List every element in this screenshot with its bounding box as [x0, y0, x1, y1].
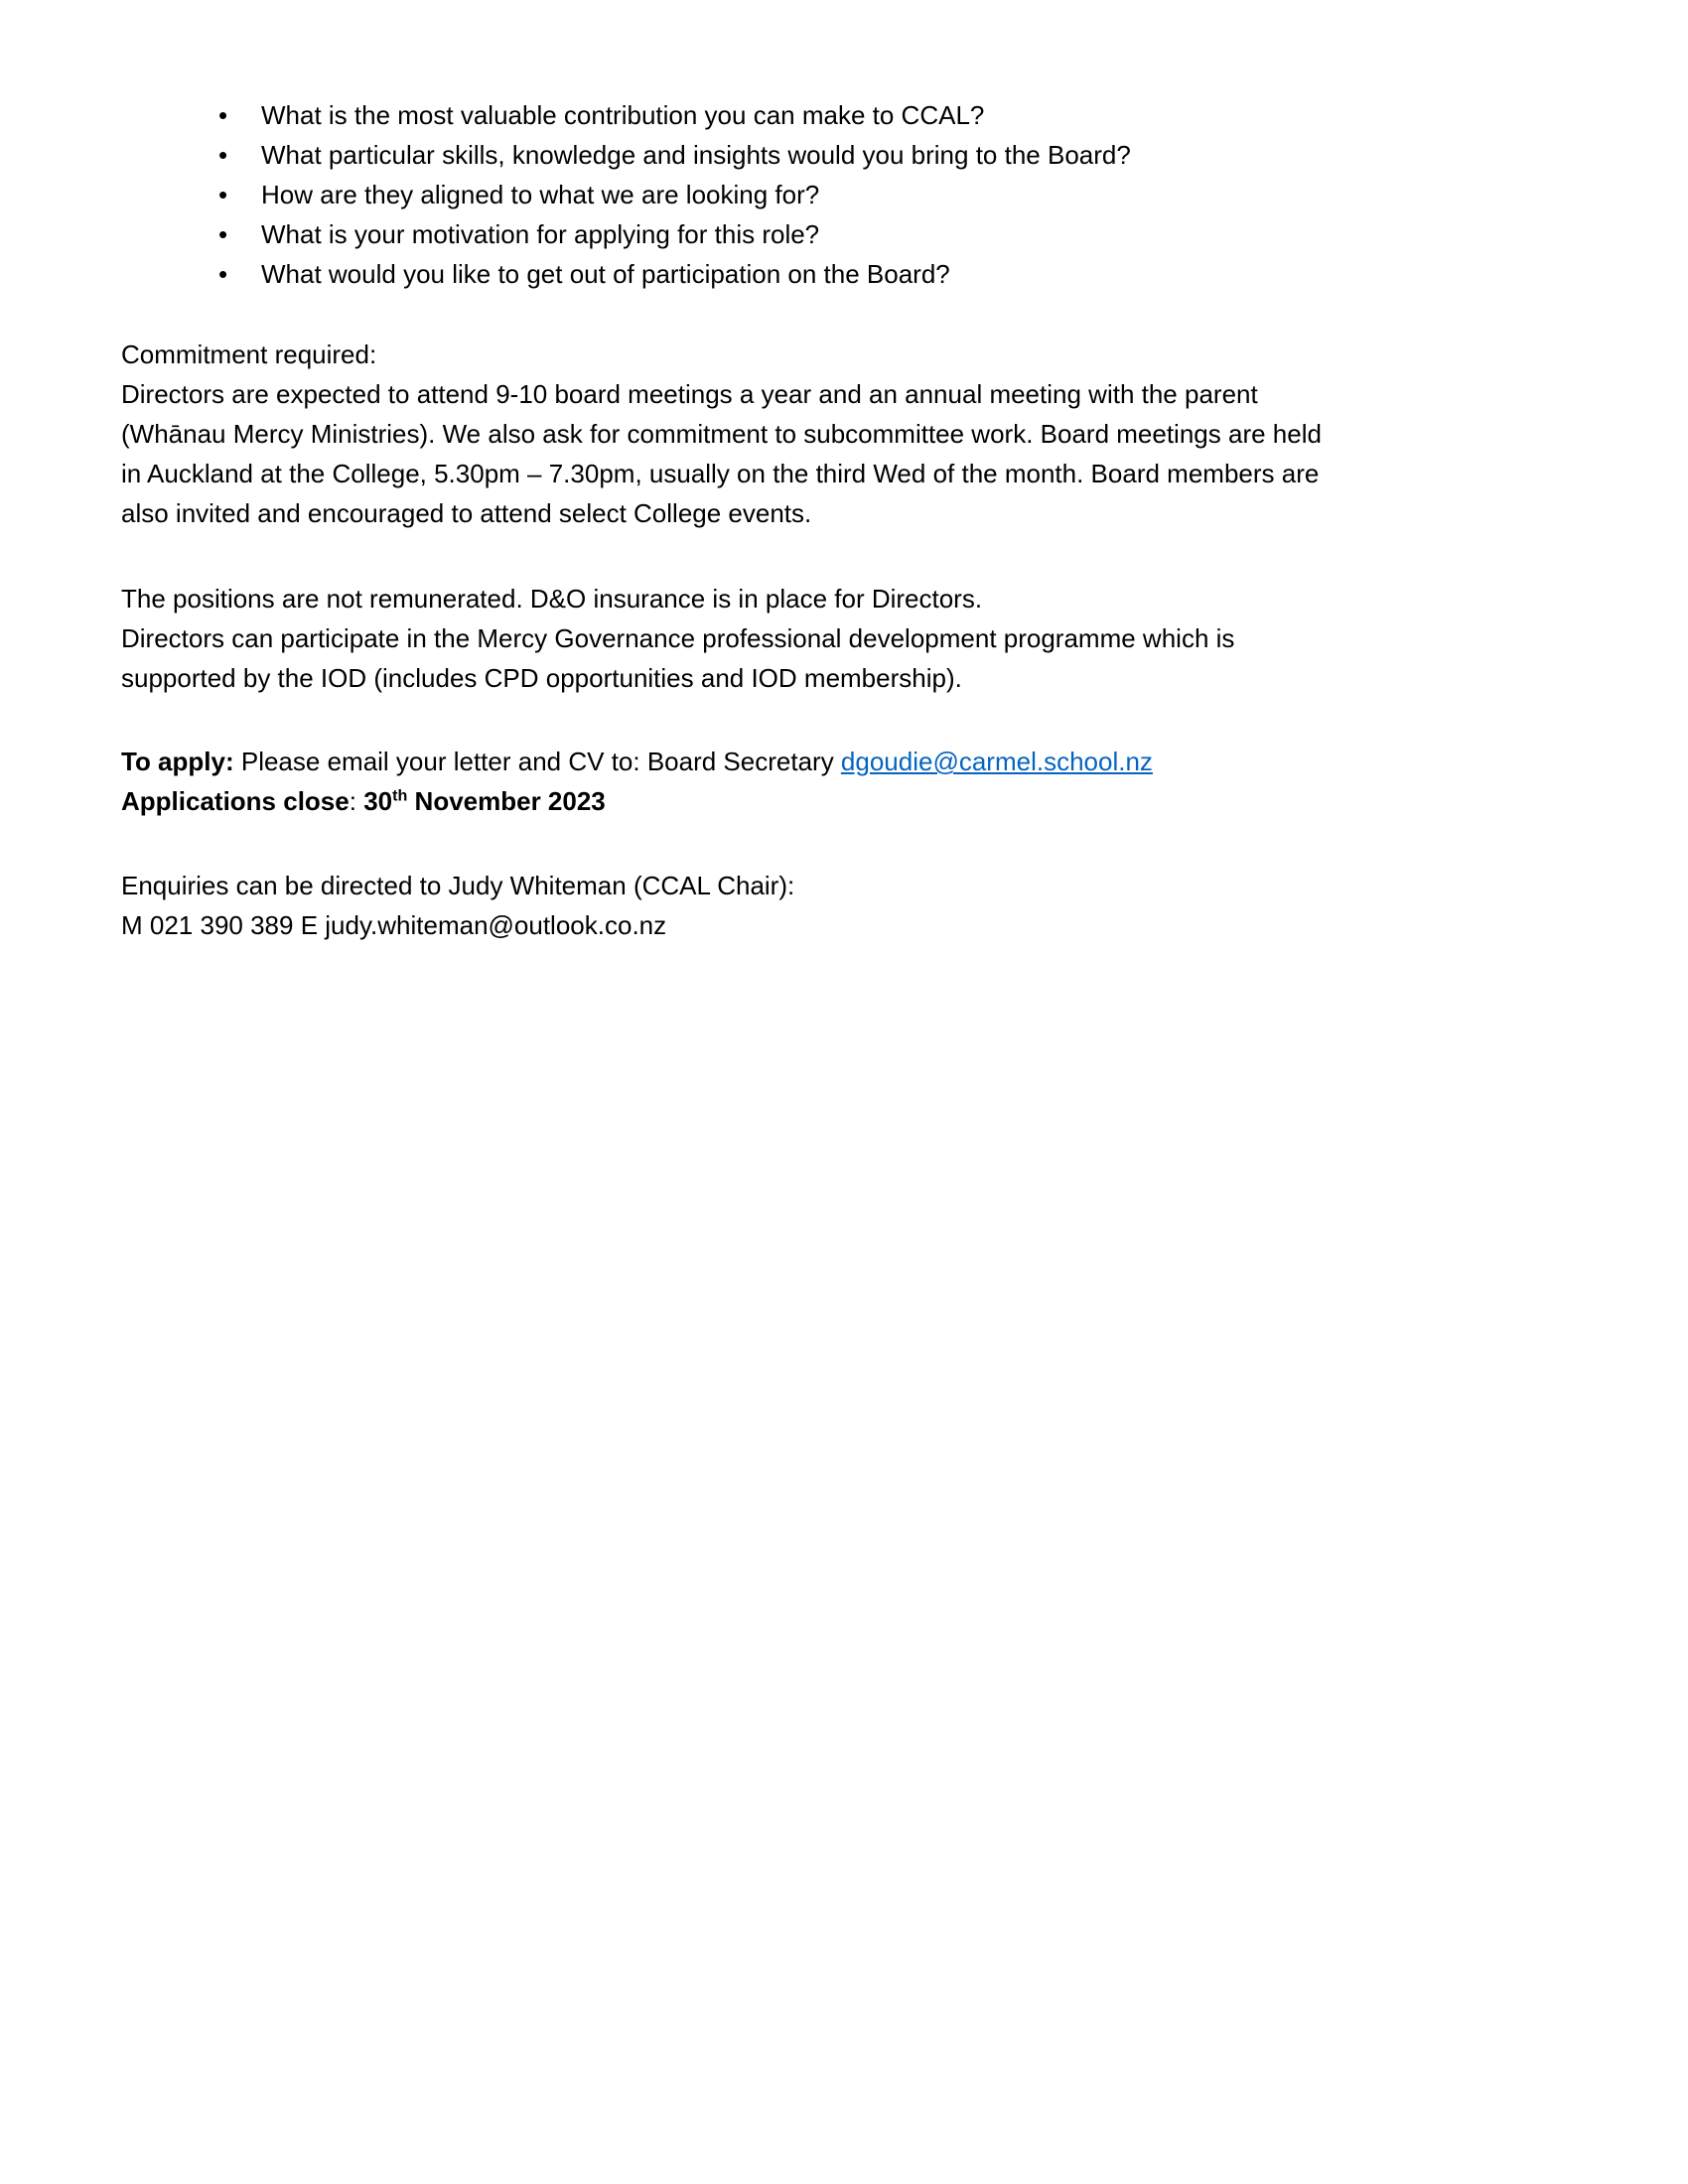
list-item: [218, 135, 1322, 175]
bullet-icon: •: [218, 259, 228, 289]
bullet-icon: •: [218, 100, 228, 130]
list-item: [218, 254, 1322, 294]
applications-close-label: Applications close: [121, 786, 350, 816]
bullet-icon: •: [218, 180, 228, 209]
list-item: [218, 214, 1322, 254]
bullet-item-text: What would you like to get out of participation on the Board?: [261, 259, 950, 289]
question-bullet-list: [121, 95, 1322, 294]
commitment-heading: Commitment required:: [121, 340, 377, 369]
remuneration-section: [121, 579, 1322, 698]
apply-section: [121, 742, 1322, 821]
bullet-item-text: What is the most valuable contribution you can make to CCAL?: [261, 100, 985, 130]
enquiries-section: [121, 866, 1322, 945]
document-content: [121, 95, 1322, 945]
close-date-day: 30: [363, 786, 393, 816]
bullet-icon: •: [218, 219, 228, 249]
paragraph-line: in Auckland at the College, 5.30pm – 7.30pm, usually on the third Wed of the month. Board members are: [121, 459, 1320, 488]
bullet-item-text: What particular skills, knowledge and insights would you bring to the Board?: [261, 140, 1131, 170]
apply-label: To apply:: [121, 747, 234, 776]
applications-close-colon: :: [349, 786, 364, 816]
paragraph-line: supported by the IOD (includes CPD opportunities and IOD membership).: [121, 663, 962, 693]
applications-close-line: [121, 781, 1322, 821]
bullet-item-text: How are they aligned to what we are looking for?: [261, 180, 820, 209]
commitment-section: [121, 335, 1322, 533]
paragraph-line: Directors are expected to attend 9-10 board meetings a year and an annual meeting with the parent: [121, 379, 1258, 409]
enquiries-contact-line: M 021 390 389 E judy.whiteman@outlook.co.nz: [121, 910, 667, 940]
paragraph-line: also invited and encouraged to attend select College events.: [121, 498, 812, 528]
apply-line: [121, 742, 1322, 781]
paragraph-line: Directors can participate in the Mercy Governance professional development programme which is: [121, 623, 1235, 653]
paragraph-line: (Whānau Mercy Ministries). We also ask for commitment to subcommittee work. Board meetings are held: [121, 419, 1322, 449]
list-item: [218, 95, 1322, 135]
enquiries-line: Enquiries can be directed to Judy Whiteman (CCAL Chair):: [121, 871, 795, 900]
close-date-ordinal: th: [392, 786, 408, 805]
close-date-rest: November 2023: [407, 786, 606, 816]
bullet-icon: •: [218, 140, 228, 170]
list-item: [218, 175, 1322, 214]
apply-email-link[interactable]: dgoudie@carmel.school.nz: [840, 747, 1153, 776]
paragraph-line: The positions are not remunerated. D&O insurance is in place for Directors.: [121, 584, 983, 614]
bullet-item-text: What is your motivation for applying for this role?: [261, 219, 820, 249]
apply-instructions: Please email your letter and CV to: Board Secretary: [233, 747, 841, 776]
